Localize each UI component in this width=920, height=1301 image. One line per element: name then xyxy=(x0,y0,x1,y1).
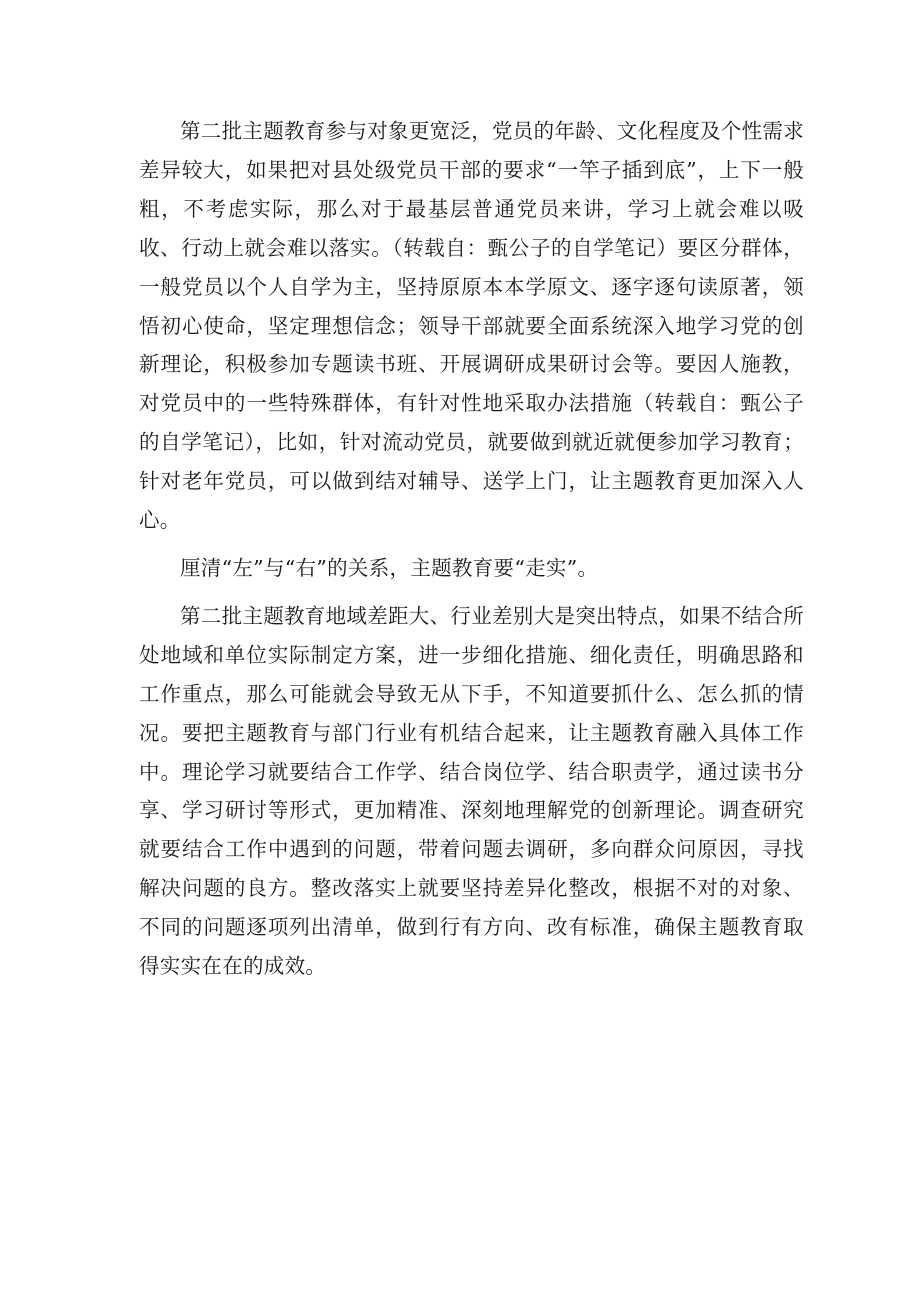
document-body xyxy=(139,112,804,986)
paragraph-left-right-heading: 厘清“左”与“右”的关系，主题教育要“走实”。 xyxy=(180,555,599,580)
paragraph-regional-differences: 第二批主题教育地域差距大、行业差别大是突出特点，如果不结合所处地域和单位实际制定方案，进一步细化措施、细化责任，明确思路和工作重点，那么可能就会导致无从下手，不知道要抓什么、怎么抓的情况。要把主题教育与部门行业有机结合起来，让主题教育融入具体工作中。理论学习就要结合工作学、结合岗位学、结合职责学，通过读书分享、学习研讨等形式，更加精准、深刻地理解党的创新理论。调查研究就要结合工作中遇到的问题，带着问题去调研，多向群众问原因，寻找解决问题的良方。整改落实上就要坚持差异化整改，根据不对的对象、不同的问题逐项列出清单，做到行有方向、改有标准，确保主题教育取得实实在在的成效。 xyxy=(139,603,804,979)
paragraph-group-study: 第二批主题教育参与对象更宽泛，党员的年龄、文化程度及个性需求差异较大，如果把对县处级党员干部的要求“一竿子插到底”，上下一般粗，不考虑实际，那么对于最基层普通党员来讲，学习上就会难以吸收、行动上就会难以落实。（转载自：甄公子的自学笔记）要区分群体，一般党员以个人自学为主，坚持原原本本学原文、逐字逐句读原著，领悟初心使命，坚定理想信念；领导干部就要全面系统深入地学习党的创新理论，积极参加专题读书班、开展调研成果研讨会等。要因人施教，对党员中的一些特殊群体，有针对性地采取办法措施（转载自：甄公子的自学笔记），比如，针对流动党员，就要做到就近就便参加学习教育；针对老年党员，可以做到结对辅导、送学上门，让主题教育更加深入人心。 xyxy=(139,119,804,533)
